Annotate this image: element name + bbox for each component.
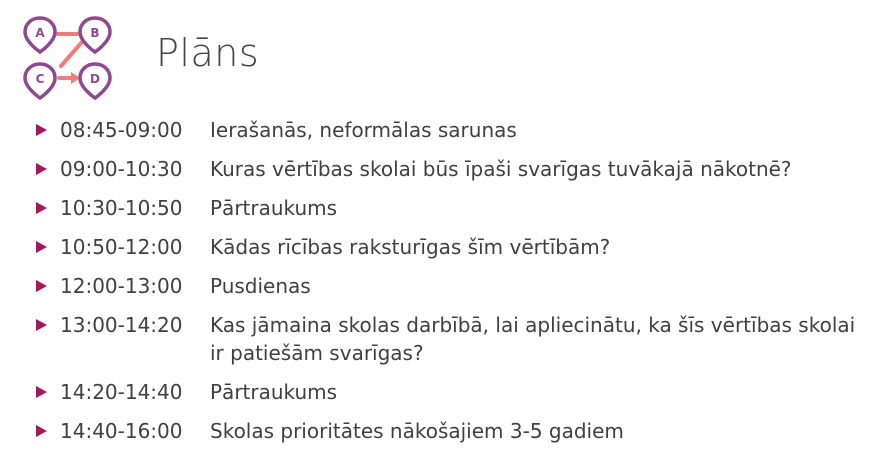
map-pin-d-icon [80, 64, 110, 98]
triangle-bullet-icon [34, 378, 60, 406]
svg-text:A: A [35, 26, 45, 40]
map-pin-a-icon [25, 18, 55, 52]
agenda-time: 14:20-14:40 [60, 380, 183, 404]
triangle-bullet-icon [34, 311, 60, 339]
map-pin-c-icon [25, 64, 55, 98]
agenda-time: 12:00-13:00 [60, 274, 183, 298]
svg-text:D: D [90, 72, 100, 86]
triangle-bullet-icon [34, 116, 60, 144]
agenda-item [34, 155, 879, 183]
agenda-time: 10:30-10:50 [60, 196, 183, 220]
triangle-bullet-icon [34, 272, 60, 300]
agenda-time: 14:40-16:00 [60, 419, 183, 443]
slide-title: Plāns [156, 31, 260, 75]
agenda-topic: Kuras vērtības skolai būs īpaši svarīgas tuvākajā nākotnē? [210, 157, 792, 181]
agenda-time: 08:45-09:00 [60, 118, 183, 142]
triangle-bullet-icon [34, 417, 60, 445]
route-planner-logo [22, 15, 114, 103]
svg-text:C: C [35, 72, 45, 86]
map-pin-b-icon [80, 18, 110, 52]
agenda-topic: Pārtraukums [210, 380, 338, 404]
agenda-topic: Skolas prioritātes nākošajiem 3-5 gadiem [210, 419, 624, 443]
triangle-bullet-icon [34, 155, 60, 183]
agenda-item [34, 233, 879, 261]
agenda-item [34, 116, 879, 144]
agenda-topic: Pusdienas [210, 274, 311, 298]
agenda-item [34, 378, 879, 406]
agenda-time: 10:50-12:00 [60, 235, 183, 259]
agenda-item [34, 194, 879, 222]
agenda-time: 09:00-10:30 [60, 157, 183, 181]
agenda-topic: Pārtraukums [210, 196, 338, 220]
triangle-bullet-icon [34, 194, 60, 222]
agenda-list [34, 116, 879, 456]
agenda-topic: Kas jāmaina skolas darbībā, lai apliecinātu, ka šīs vērtības skolai ir patiešām svarīgas? [210, 313, 856, 365]
svg-text:B: B [90, 26, 100, 40]
agenda-item [34, 417, 879, 445]
agenda-topic: Kādas rīcības raksturīgas šīm vērtībām? [210, 235, 611, 259]
agenda-topic: Ierašanās, neformālas sarunas [210, 118, 517, 142]
route-arrows-icon [58, 34, 82, 78]
agenda-item [34, 311, 879, 367]
agenda-item [34, 272, 879, 300]
triangle-bullet-icon [34, 233, 60, 261]
agenda-time: 13:00-14:20 [60, 313, 183, 337]
